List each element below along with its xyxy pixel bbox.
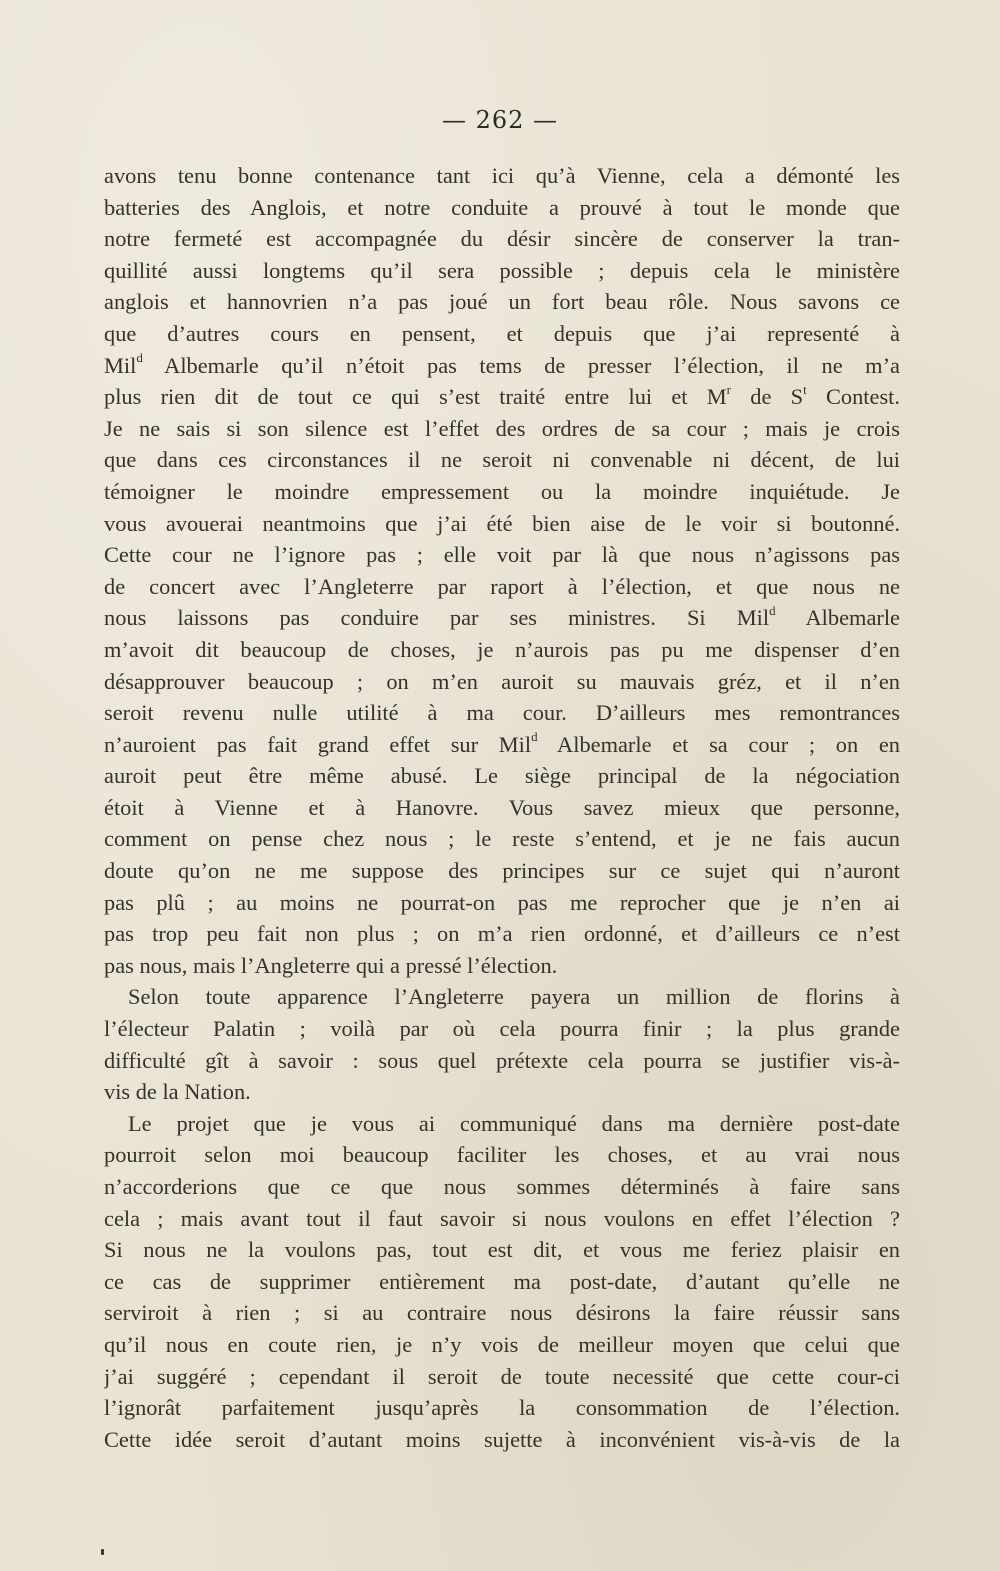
text-line: l’électeur Palatin ; voilà par où cela pourra finir ; la plus grande [104, 1016, 900, 1042]
text-line: plus rien dit de tout ce qui s’est traité entre lui et $M^r$ de $S^t$ Contest. [104, 381, 900, 410]
text-line: de concert avec l’Angleterre par raport à l’élection, et que nous ne [104, 573, 900, 599]
text-line: cela ; mais avant tout il faut savoir si nous voulons en effet l’élection ? [104, 1205, 900, 1231]
text-line: pas nous, mais l’Angleterre qui a pressé l’élection. [104, 952, 558, 978]
text-line: Cette cour ne l’ignore pas ; elle voit par là que nous n’agissons pas [104, 542, 900, 568]
text-line: batteries des Anglois, et notre conduite a prouvé à tout le monde que [104, 194, 900, 220]
text-line: serviroit à rien ; si au contraire nous désirons la faire réussir sans [104, 1300, 900, 1326]
text-line: n’auroient pas fait grand effet sur Mil$^d$ Albemarle et sa cour ; on en [104, 729, 900, 757]
text-line: Mil$^d$ Albemarle qu’il n’étoit pas tems de presser l’élection, il ne m’a [104, 350, 900, 378]
body-text [104, 160, 900, 1455]
text-line: nous laissons pas conduire par ses ministres. Si Mil$^d$ Albemarle [104, 602, 900, 631]
text-line: vous avouerai neantmoins que j’ai été bien aise de le voir si boutonné. [104, 510, 900, 536]
text-line: doute qu’on ne me suppose des principes sur ce sujet qui n’auront [104, 858, 900, 884]
text-line: j’ai suggéré ; cependant il seroit de toute necessité que cette cour-ci [104, 1363, 900, 1389]
text-line: difficulté gît à savoir : sous quel prétexte cela pourra se justifier vis-à- [104, 1047, 900, 1073]
text-line: pourroit selon moi beaucoup faciliter les choses, et au vrai nous [104, 1142, 900, 1168]
text-line: ce cas de supprimer entièrement ma post-date, d’autant qu’elle ne [104, 1268, 900, 1294]
text-line: seroit revenu nulle utilité à ma cour. D’ailleurs mes remontrances [104, 700, 900, 726]
text-line: quillité aussi longtems qu’il sera possible ; depuis cela le ministère [104, 257, 900, 283]
text-line: étoit à Vienne et à Hanovre. Vous savez mieux que personne, [104, 794, 900, 820]
text-line: m’avoit dit beaucoup de choses, je n’aurois pas pu me dispenser d’en [104, 636, 900, 662]
text-line: Je ne sais si son silence est l’effet des ordres de sa cour ; mais je crois [104, 415, 900, 441]
text-line: comment on pense chez nous ; le reste s’entend, et je ne fais aucun [104, 826, 900, 852]
text-line: que d’autres cours en pensent, et depuis que j’ai representé à [104, 320, 900, 346]
text-line: Selon toute apparence l’Angleterre payera un million de florins à [128, 984, 900, 1010]
text-line: notre fermeté est accompagnée du désir sincère de conserver la tran- [104, 226, 900, 252]
text-line: désapprouver beaucoup ; on m’en auroit su mauvais gréz, et il n’en [104, 668, 900, 694]
text-line: que dans ces circonstances il ne seroit ni convenable ni décent, de lui [104, 447, 900, 473]
text-line: vis de la Nation. [104, 1079, 251, 1105]
text-line: pas trop peu fait non plus ; on m’a rien ordonné, et d’ailleurs ce n’est [104, 921, 900, 947]
text-line: qu’il nous en coute rien, je n’y vois de meilleur moyen que celui que [104, 1331, 900, 1357]
text-line: Si nous ne la voulons pas, tout est dit, et vous me feriez plaisir en [104, 1237, 900, 1263]
page-number: — 262 — [441, 106, 559, 134]
text-line: l’ignorât parfaitement jusqu’après la consommation de l’élection. [104, 1395, 900, 1421]
text-line: avons tenu bonne contenance tant ici qu’à Vienne, cela a démonté les [104, 163, 900, 188]
text-line: auroit peut être même abusé. Le siège principal de la négociation [104, 763, 900, 789]
text-line: Le projet que je vous ai communiqué dans ma dernière post-date [128, 1110, 900, 1136]
text-line: n’accorderions que ce que nous sommes déterminés à faire sans [104, 1174, 900, 1199]
text-line: anglois et hannovrien n’a pas joué un fort beau rôle. Nous savons ce [104, 289, 900, 315]
text-line: pas plû ; au moins ne pourrat-on pas me reprocher que je n’en ai [104, 889, 900, 915]
text-line: Cette idée seroit d’autant moins sujette à inconvénient vis-à-vis de la [104, 1426, 900, 1452]
text-line: témoigner le moindre empressement ou la moindre inquiétude. Je [104, 478, 900, 504]
ink-spot [101, 1549, 104, 1555]
